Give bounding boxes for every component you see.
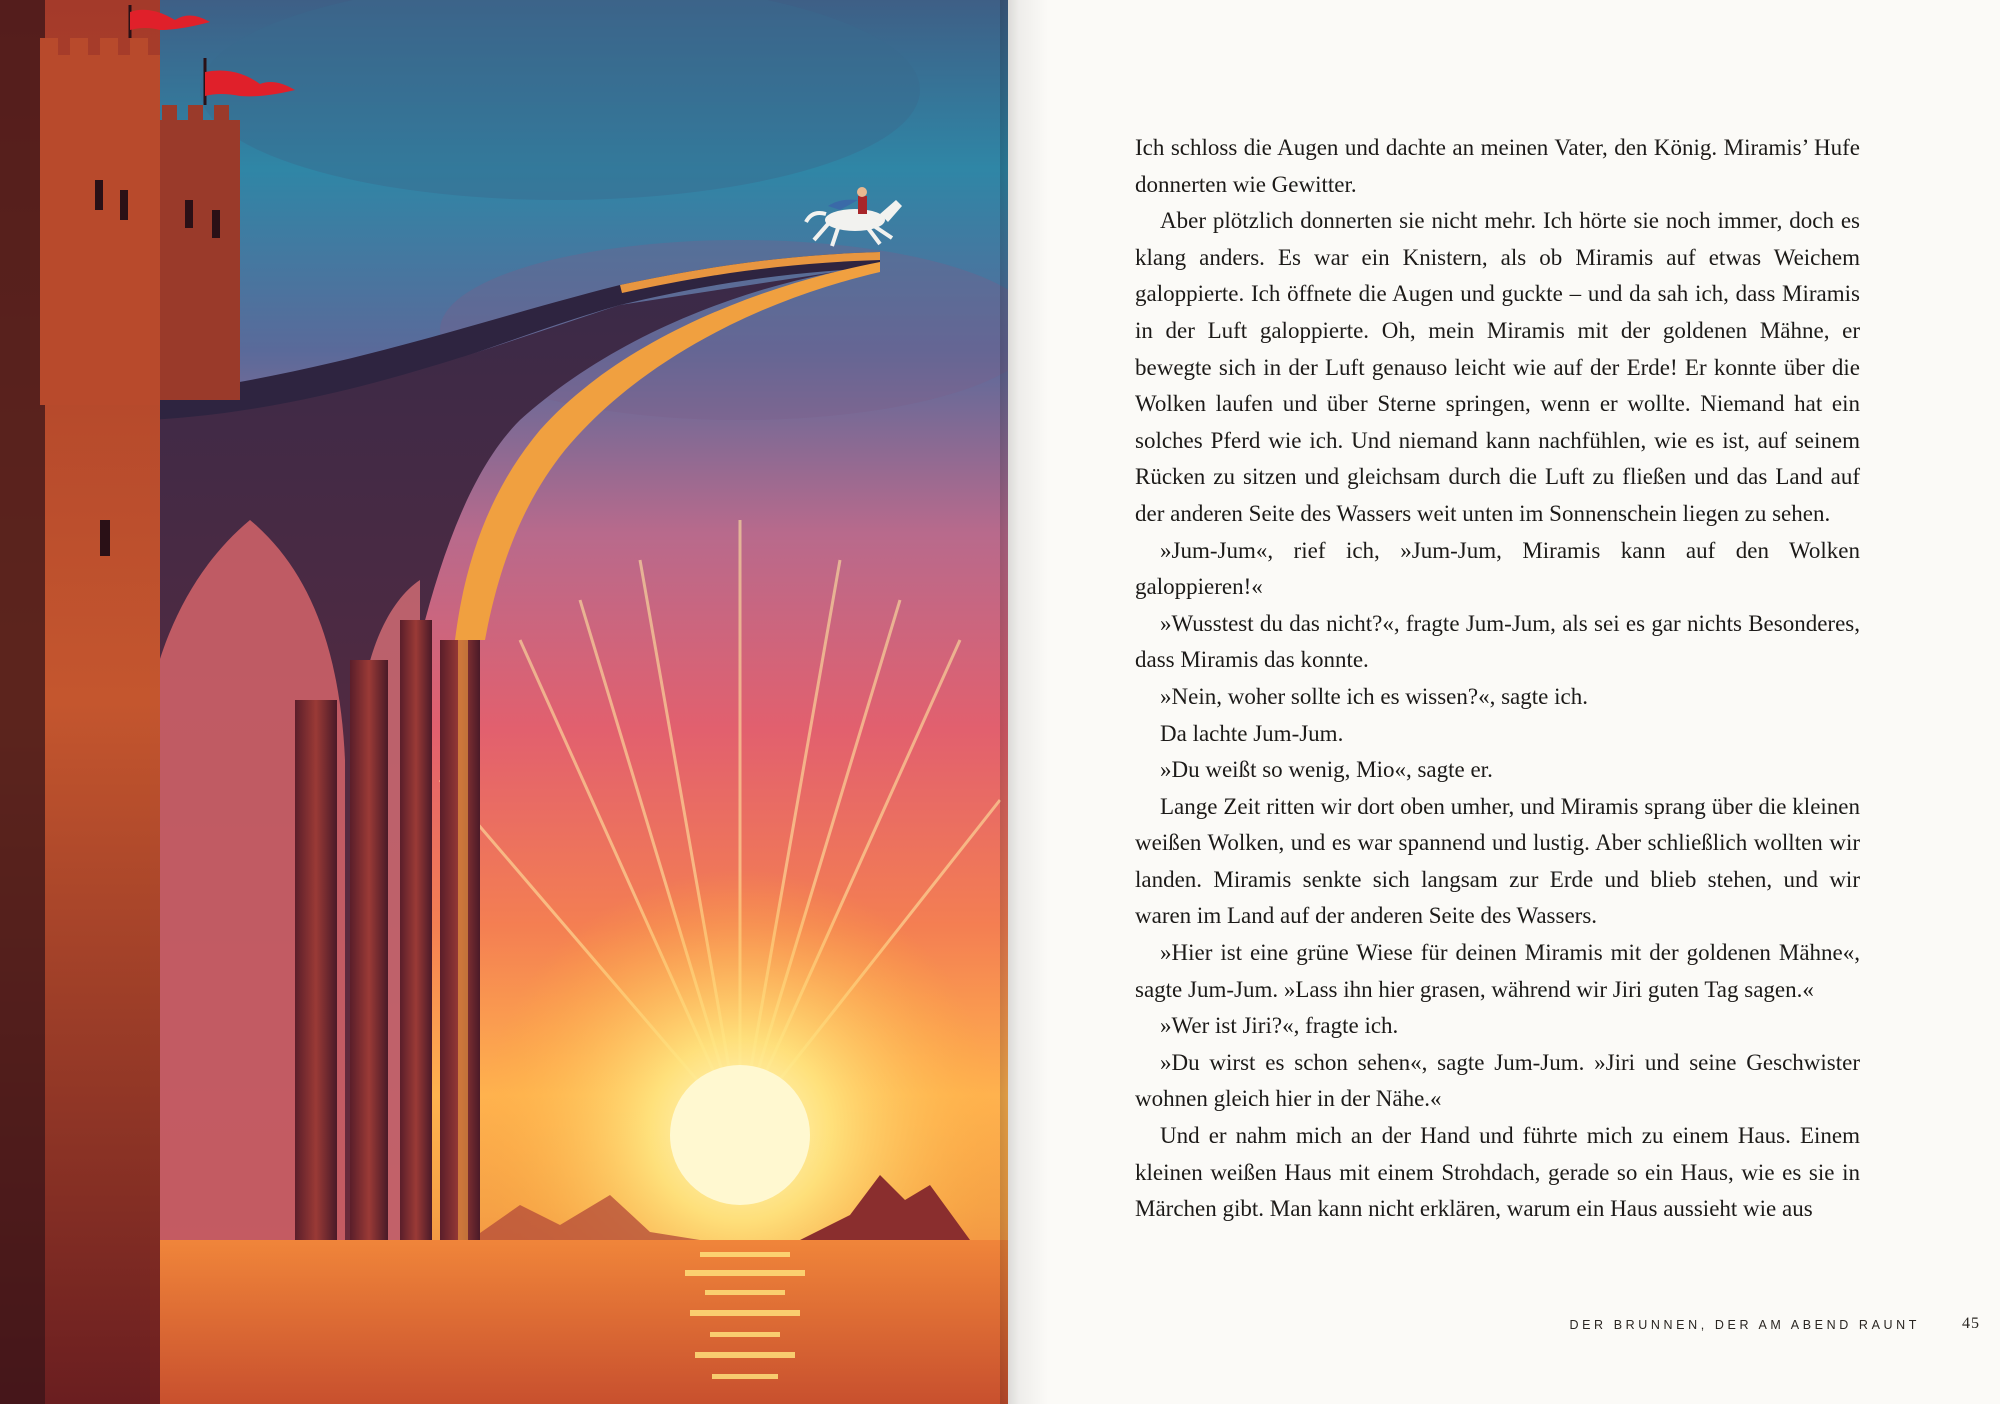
bridge-pillar-highlight <box>458 640 468 1240</box>
paragraph: »Hier ist eine grüne Wiese für deinen Miramis mit der goldenen Mähne«, sagte Jum-Jum. »Lass ihn hier grasen, während wir Jiri guten Tag sagen.« <box>1135 940 1860 1002</box>
bridge-pillar <box>350 660 388 1240</box>
paragraph: Ich schloss die Augen und dachte an meinen Vater, den König. Miramis’ Hufe donnerten wie Gewitter. <box>1135 135 1860 197</box>
bridge-pillar <box>400 620 432 1240</box>
castle-turret <box>160 120 240 400</box>
paragraph: »Jum-Jum«, rief ich, »Jum-Jum, Miramis kann auf den Wolken galoppieren!« <box>1135 537 1860 600</box>
paragraph: »Wusstest du das nicht?«, fragte Jum-Jum, als sei es gar nichts Besonderes, dass Miramis das konnte. <box>1135 610 1860 673</box>
paragraph: Da lachte Jum-Jum. <box>1160 720 1344 746</box>
paragraph: Aber plötzlich donnerten sie nicht mehr. Ich hörte sie noch immer, doch es klang anders. Es war ein Knistern, als ob Miramis auf etwas Weichem galoppierte. Ich öffnete die Augen und guckte – und da sah ich, dass Miramis in der Luft galoppierte. Oh, mein Miramis mit der goldenen Mähne, er bewegte sich in der Luft genauso leicht wie auf der Erde! Er konnte über die Wolken laufen und über Sterne springen, wenn er wollte. Niemand hat ein solches Pferd wie ich. Und niemand kann nachfühlen, wie es ist, auf seinem Rücken zu sitzen und gleichsam durch die Luft zu fließen und das Land auf der anderen Seite des Wassers weit unten im Sonnenschein liegen zu sehen. <box>1135 208 1860 526</box>
paragraph: Lange Zeit ritten wir dort oben umher, und Miramis sprang über die kleinen weißen Wolken, und es war spannend und lustig. Aber schließlich wollten wir landen. Miramis senkte sich langsam zur Erde und blieb stehen, und wir waren im Land auf der anderen Seite des Wassers. <box>1135 793 1860 929</box>
bridge-pillar <box>295 700 337 1240</box>
text-page <box>1008 0 2000 1404</box>
page-footer <box>1008 1314 2000 1338</box>
paragraph: »Du weißt so wenig, Mio«, sagte er. <box>1160 757 1493 783</box>
castle-shadow <box>0 0 45 1404</box>
paragraph: Und er nahm mich an der Hand und führte mich zu einem Haus. Einem kleinen weißen Haus mit einem Strohdach, gerade so ein Haus, wie es sie in Märchen gibt. Man kann nicht erklären, warum ein Haus aussieht wie aus <box>1135 1123 1860 1222</box>
running-head: DER BRUNNEN, DER AM ABEND RAUNT <box>1569 1318 1920 1332</box>
paragraph: »Wer ist Jiri?«, fragte ich. <box>1160 1013 1399 1039</box>
paragraph: »Du wirst es schon sehen«, sagte Jum-Jum. »Jiri und seine Geschwister wohnen gleich hier in der Nähe.« <box>1135 1049 1860 1112</box>
story-text <box>1135 130 1860 1228</box>
page-number: 45 <box>1962 1315 1980 1332</box>
castle-tower <box>40 55 160 405</box>
sun <box>670 1065 810 1205</box>
paragraph: »Nein, woher sollte ich es wissen?«, sagte ich. <box>1160 683 1588 709</box>
